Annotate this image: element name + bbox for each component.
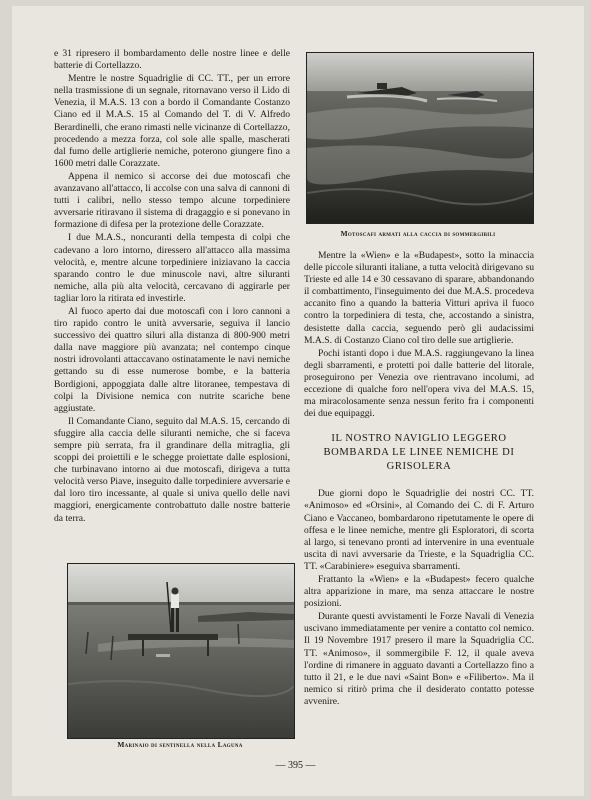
paragraph: Mentre la «Wien» e la «Budapest», sotto la minaccia delle piccole siluranti italiane, a tutta velocità dirigevano su Trieste ed alle 14 e 30 cessavano di sparare, abbandonando il combattimento, l'inseguimento dei due M.A.S. procedeva accanito fino a quando la batteria Vitturi apriva il fuoco contro la torpediniera di testa, che, accostando a sinistra, desistette dalla caccia, seguendo però gli audacissimi M.A.S. di Costanzo Ciano col tiro delle sue artiglierie. bbox=[304, 250, 534, 346]
sailor-photo bbox=[67, 563, 295, 739]
paragraph: Il Comandante Ciano, seguito dal M.A.S. 15, cercando di sfuggire alla caccia delle siluranti nemiche, che si faceva sempre più serrata, fra il grandinare della mitraglia, gli scoppi dei proiettili e le schegge proiettate dalle esplosioni, che turbinavano intorno ai due motoscafi, dirigeva a tutta velocità verso Piave, inseguito dalle torpediniere avversarie e dal loro tiro incessante, al quale si univa quello delle navi maggiori, energicamente controbattuto dalle nostre batterie da terra. bbox=[54, 415, 290, 524]
paragraph: Al fuoco aperto dai due motoscafi con i loro cannoni a tiro rapido contro le unità avversarie, seguiva il lancio successivo dei quattro siluri alla distanza di 800-900 metri dalla nave maggiore più avanzata; nel contempo cinque nostri idrovolanti attaccavano ostinatamente le navi nemiche gettando su di esse numerose bombe, e la batteria Bordigioni, appoggiata dalle altre litoranee, tempestava di colpi la Divisione nemica con nutrite scariche bene aggiustate. bbox=[54, 305, 290, 414]
motorboats-photo bbox=[306, 52, 534, 224]
photo-caption: Motoscafi armati alla caccia di sommergibili bbox=[340, 229, 496, 238]
paragraph: I due M.A.S., noncuranti della tempesta di colpi che cadevano a loro intorno, diressero all'attacco alla massima velocità, e, mentre alcune torpediniere iniziavano la caccia sparando contro le due minuscole navi, altre siluranti nemiche, alla più alta velocità, cercavano di aggirarle per tagliar loro la ritirata ed investirle. bbox=[54, 232, 290, 304]
section-heading: IL NOSTRO NAVIGLIO LEGGERO BOMBARDA LE LINEE NEMICHE DI GRISOLERA bbox=[323, 433, 515, 473]
paragraph: Frattanto la «Wien» e la «Budapest» fecero qualche altra apparizione in mare, ma senza attaccare le nostre posizioni. bbox=[304, 573, 534, 610]
paragraph: Durante questi avvistamenti le Forze Navali di Venezia uscivano immediatamente per venire a contatto col nemico. Il 19 Novembre 1917 presero il mare la Squadriglia CC. TT. «Animoso», il sommergibile F. 12, il quale aveva l'ordine di rimanere in agguato davanti a Cortellazzo fino a tutto il 21, e le due navi «Saint Bon» e «Filiberto». Ma il nemico si ritirò prima che il desiderato contatto potesse avvenire. bbox=[304, 611, 534, 707]
right-column bbox=[304, 250, 534, 709]
paragraph: e 31 ripresero il bombardamento delle nostre linee e delle batterie di Cortellazzo. bbox=[54, 48, 290, 72]
left-column bbox=[54, 48, 290, 526]
paragraph: Mentre le nostre Squadriglie di CC. TT., per un errore nella trasmissione di un segnale, ritornavano verso il Lido di Venezia, il M.A.S. 13 con a bordo il Comandante Costanzo Ciano ed il M.A.S. 15 al Comando del T. di V. Alfredo Berardinelli, che erano rimasti nelle vicinanze di Cortellazzo, procedendo a mezza forza, col sole alle spalle, mascherati dal fumo delle artiglierie nemiche, poterono giungere fino a 1600 metri dalle Corazzate. bbox=[54, 73, 290, 169]
paragraph: Pochi istanti dopo i due M.A.S. raggiungevano la linea degli sbarramenti, e protetti poi dalle batterie del litorale, proseguirono per Venezia ove rientravano incolumi, ad eccezione di qualche foro nell'opera viva del M.A.S. 15, ma miracolosamente senza nessun ferito fra i componenti dei due equipaggi. bbox=[304, 347, 534, 420]
paragraph: Due giorni dopo le Squadriglie dei nostri CC. TT. «Animoso» ed «Orsini», al Comando dei C. di F. Arturo Ciano e Vaccaneo, bombardarono ripetutamente le opere di offesa e le linee nemiche, mentre gli Esploratori, di scorta al largo, si tenevano pronti ad intervenire in una eventuale uscita di navi avversarie da Trieste, e la Squadriglia CC. TT. «Carabiniere» eseguiva sbarramenti. bbox=[304, 488, 534, 572]
page-number: — 395 — bbox=[275, 760, 316, 771]
photo-caption: Marinaio di sentinella nella Laguna bbox=[117, 740, 243, 749]
paragraph: Appena il nemico si accorse dei due motoscafi che avanzavano all'attacco, li accolse con una salva di cannoni di tutti i calibri, nello stesso tempo alcune torpediniere avversarie ritiravano il sistema di dragaggio e si ponevano in formazione di difesa per la protezione delle Corazzate. bbox=[54, 170, 290, 231]
